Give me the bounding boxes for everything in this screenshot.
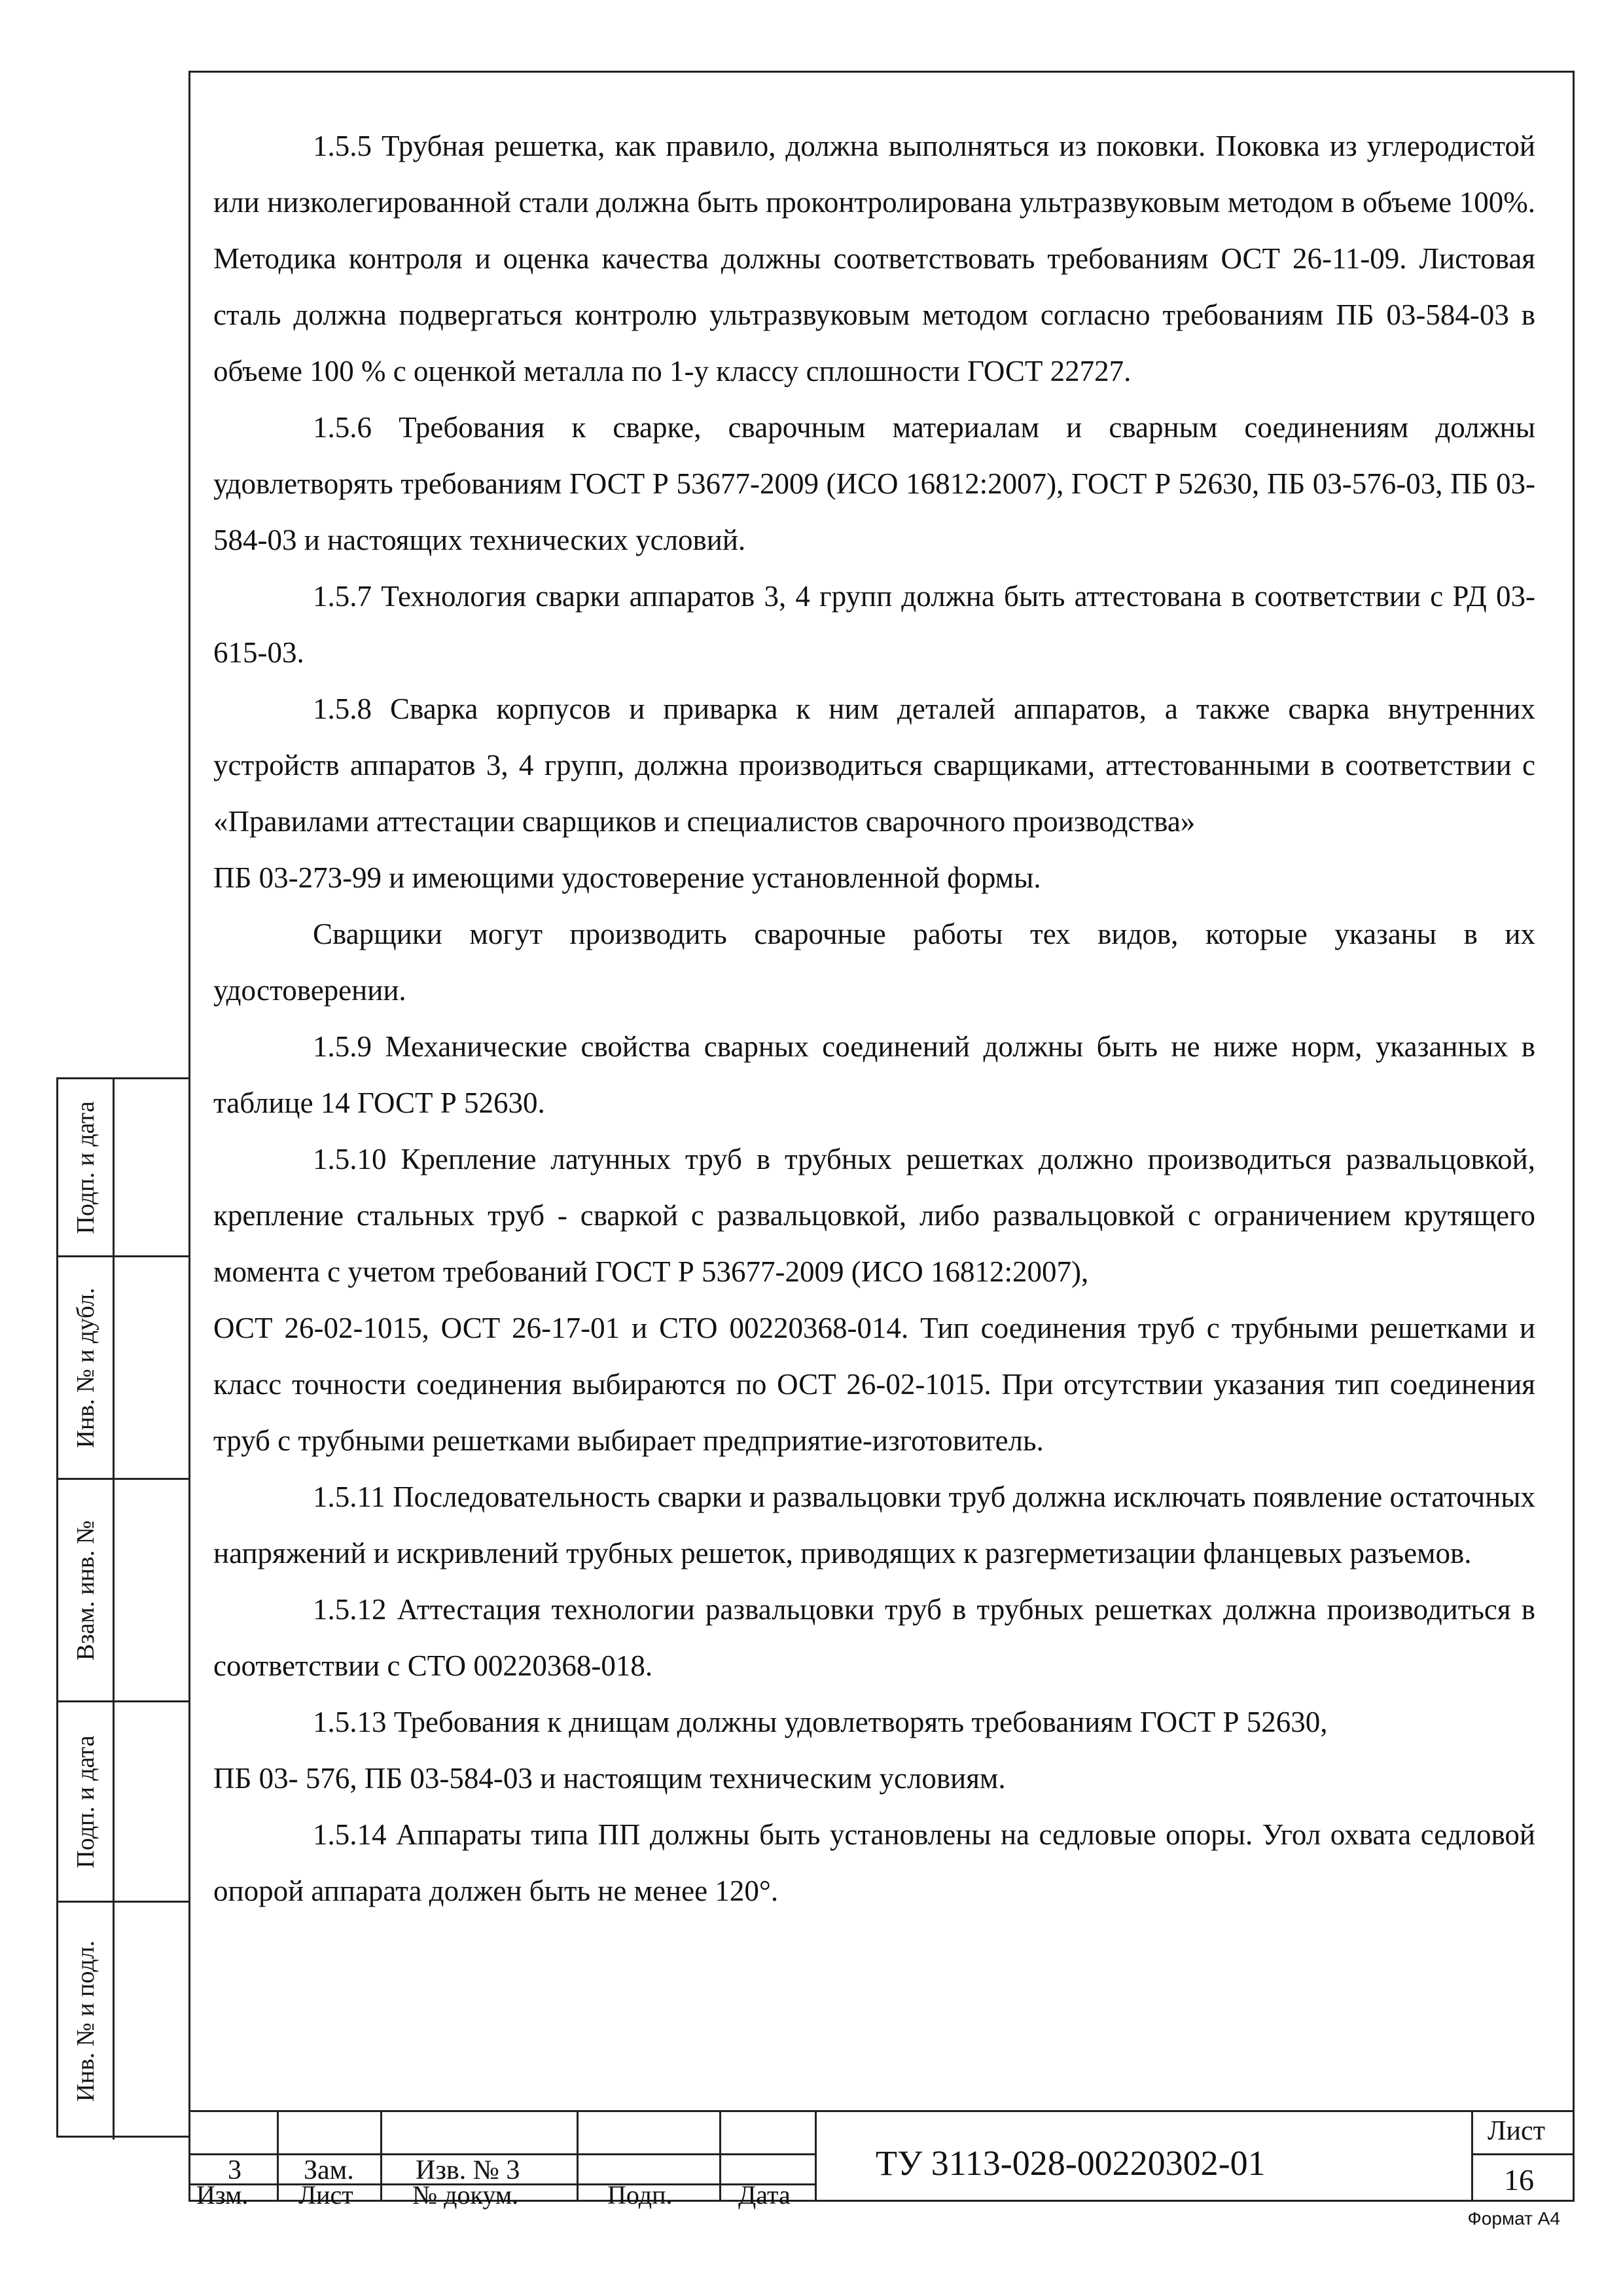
header-signature: Подп. — [607, 2180, 673, 2210]
sheet-label: Лист — [1488, 2116, 1545, 2146]
sheet-number: 16 — [1504, 2163, 1534, 2197]
paragraph-1-5-10: 1.5.10 Крепление латунных труб в трубных решетках должно производиться развальцовкой, крепление стальных труб - сваркой с развальцовкой, либо развальцовкой с ограничением крутящего момента с учетом требований ГОСТ Р 53677-2009 (ИСО 16812:2007), — [213, 1143, 1535, 1288]
paragraph-1-5-14: 1.5.14 Аппараты типа ПП должны быть установлены на седловые опоры. Угол охвата седловой опорой аппарата должен быть не менее 120°. — [213, 1818, 1535, 1907]
side-cell-podp-data-1 — [58, 1079, 188, 1257]
side-stamp — [56, 1077, 188, 2138]
header-doc-number: № докум. — [412, 2180, 519, 2210]
paragraph-1-5-10-cont: ОСТ 26-02-1015, ОСТ 26-17-01 и СТО 00220368-014. Тип соединения труб с трубными решетками и класс точности соединения выбираются по ОСТ 26-02-1015. При отсутствии указания тип соединения труб с трубными решетками выбирает предприятие-изготовитель. — [213, 1312, 1535, 1457]
rev-number: 3 — [228, 2155, 241, 2185]
title-block — [188, 2110, 1575, 2210]
header-date: Дата — [738, 2180, 791, 2210]
side-label-inv-dubl: Инв. № и дубл. — [71, 1287, 99, 1448]
paragraph-1-5-13-cont: ПБ 03- 576, ПБ 03-584-03 и настоящим техническим условиям. — [213, 1762, 1006, 1795]
paragraph-1-5-9: 1.5.9 Механические свойства сварных соединений должны быть не ниже норм, указанных в таблице 14 ГОСТ Р 52630. — [213, 1030, 1535, 1119]
paragraph-welders: Сварщики могут производить сварочные работы тех видов, которые указаны в их удостоверении. — [213, 918, 1535, 1007]
side-cell-vzam-inv — [58, 1480, 188, 1702]
side-cell-inv-dubl — [58, 1257, 188, 1480]
side-cell-inv-podl — [58, 1903, 188, 2140]
side-label-inv-podl: Инв. № и подл. — [71, 1940, 99, 2102]
side-label-vzam-inv: Взам. инв. № — [71, 1520, 99, 1660]
side-label-podp-data-2: Подп. и дата — [71, 1734, 99, 1869]
rev-document: Изв. № 3 — [416, 2155, 520, 2185]
format-label: Формат А4 — [1467, 2208, 1560, 2229]
side-cell-podp-data-2 — [58, 1702, 188, 1903]
rev-type: Зам. — [304, 2155, 354, 2185]
document-body — [213, 118, 1535, 1919]
paragraph-1-5-13: 1.5.13 Требования к днищам должны удовлетворять требованиям ГОСТ Р 52630, — [313, 1706, 1328, 1738]
paragraph-1-5-12: 1.5.12 Аттестация технологии развальцовки труб в трубных решетках должна производиться в соответствии с СТО 00220368-018. — [213, 1593, 1535, 1682]
document-code: ТУ 3113-028-00220302-01 — [876, 2144, 1266, 2183]
header-list: Лист — [298, 2180, 353, 2210]
paragraph-1-5-6: 1.5.6 Требования к сварке, сварочным материалам и сварным соединениям должны удовлетворять требованиям ГОСТ Р 53677-2009 (ИСО 16812:2007), ГОСТ Р 52630, ПБ 03-576-03, ПБ 03-584-03 и настоящих технических условий. — [213, 411, 1535, 556]
side-label-podp-data-1: Подп. и дата — [71, 1100, 99, 1234]
header-izm: Изм. — [196, 2180, 249, 2210]
paragraph-1-5-5: 1.5.5 Трубная решетка, как правило, должна выполняться из поковки. Поковка из углеродистой или низколегированной стали должна быть проконтролирована ультразвуковым методом в объеме 100%. Методика контроля и оценка качества должны соответствовать требованиям ОСТ 26-11-09. Листовая сталь должна подвергаться контролю ультразвуковым методом согласно требованиям ПБ 03-584-03 в объеме 100 % с оценкой металла по 1-у классу сплошности ГОСТ 22727. — [213, 130, 1535, 387]
paragraph-1-5-7: 1.5.7 Технология сварки аппаратов 3, 4 групп должна быть аттестована в соответствии с РД 03-615-03. — [213, 580, 1535, 669]
paragraph-1-5-11: 1.5.11 Последовательность сварки и развальцовки труб должна исключать появление остаточных напряжений и искривлений трубных решеток, приводящих к разгерметизации фланцевых разъемов. — [213, 1480, 1535, 1570]
paragraph-1-5-8: 1.5.8 Сварка корпусов и приварка к ним деталей аппаратов, а также сварка внутренних устройств аппаратов 3, 4 групп, должна производиться сварщиками, аттестованными в соответствии с «Правилами аттестации сварщиков и специалистов сварочного производства» — [213, 692, 1535, 838]
paragraph-1-5-8-cont: ПБ 03-273-99 и имеющими удостоверение установленной формы. — [213, 861, 1041, 894]
